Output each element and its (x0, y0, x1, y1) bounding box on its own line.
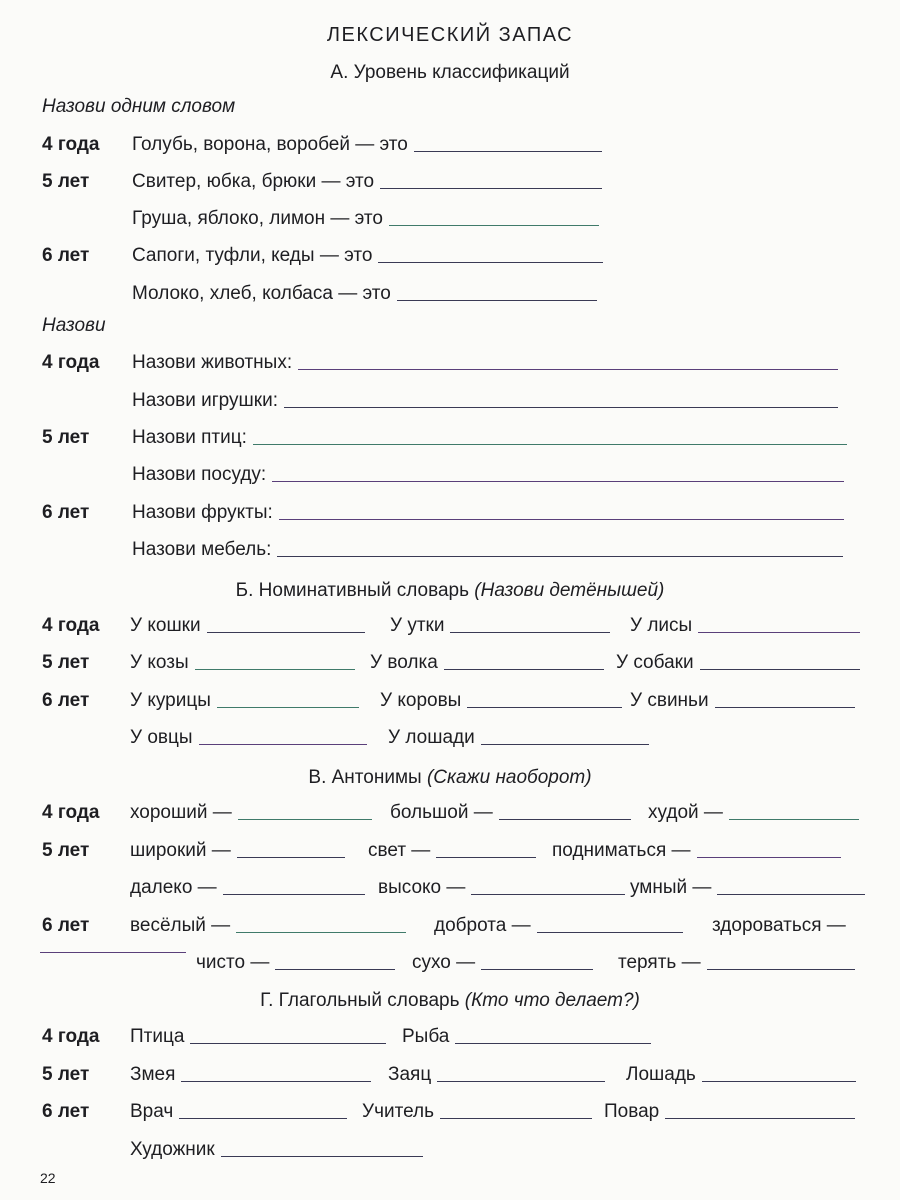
prompt-text: подниматься — (552, 840, 691, 861)
prompt-text: Врач (130, 1101, 174, 1122)
section-v-row (0, 915, 900, 945)
prompt-text: Назови мебель: (132, 539, 272, 560)
answer-line[interactable] (190, 1043, 386, 1044)
answer-line[interactable] (279, 519, 844, 520)
section-a-row (0, 208, 900, 238)
prompt-text: здороваться — (712, 915, 846, 936)
section-g-row (0, 1026, 900, 1056)
section-a-row (0, 245, 900, 275)
answer-line[interactable] (272, 481, 844, 482)
section-b-heading: Б. Номинативный словарь (Назови детёнышей) (235, 580, 665, 601)
section-g-row (0, 1101, 900, 1131)
age-label: 6 лет (42, 502, 90, 523)
answer-line[interactable] (700, 669, 860, 670)
prompt-text: Голубь, ворона, воробей — это (132, 134, 408, 155)
section-a-row (0, 171, 900, 201)
answer-line[interactable] (698, 632, 860, 633)
answer-line[interactable] (238, 819, 372, 820)
answer-line[interactable] (207, 632, 365, 633)
answer-line[interactable] (414, 151, 602, 152)
prompt-text: Змея (130, 1064, 176, 1085)
section-v-row (0, 802, 900, 832)
section-g-row (0, 1064, 900, 1094)
answer-line[interactable] (236, 932, 406, 933)
answer-line[interactable] (237, 857, 345, 858)
answer-line[interactable] (444, 669, 604, 670)
section-v-heading: В. Антонимы (Скажи наоборот) (308, 767, 592, 788)
prompt-text: У волка (370, 652, 438, 673)
answer-line[interactable] (179, 1118, 347, 1119)
section-a-row (0, 390, 900, 420)
prompt-text: У курицы (130, 690, 211, 711)
answer-line[interactable] (481, 969, 593, 970)
answer-line[interactable] (275, 969, 395, 970)
prompt-text: У кошки (130, 615, 201, 636)
age-label: 5 лет (42, 840, 90, 861)
age-label: 6 лет (42, 690, 90, 711)
age-label: 4 года (42, 615, 100, 636)
prompt-text: Молоко, хлеб, колбаса — это (132, 283, 391, 304)
prompt-text: далеко — (130, 877, 217, 898)
prompt-text: худой — (648, 802, 723, 823)
section-g-heading: Г. Глагольный словарь (Кто что делает?) (260, 990, 640, 1011)
answer-line[interactable] (467, 707, 622, 708)
prompt-text: свет — (368, 840, 431, 861)
answer-line[interactable] (440, 1118, 592, 1119)
prompt-text: широкий — (130, 840, 231, 861)
age-label: 4 года (42, 802, 100, 823)
prompt-text: У козы (130, 652, 189, 673)
section-a-row (0, 427, 900, 457)
answer-line[interactable] (223, 894, 365, 895)
prompt-text: У собаки (616, 652, 694, 673)
prompt-text: высоко — (378, 877, 466, 898)
age-label: 6 лет (42, 245, 90, 266)
prompt-text: доброта — (434, 915, 531, 936)
section-b-row (0, 690, 900, 720)
prompt-text: Назови фрукты: (132, 502, 273, 523)
answer-line[interactable] (537, 932, 683, 933)
answer-line[interactable] (481, 744, 649, 745)
age-label: 6 лет (42, 915, 90, 936)
prompt-text: Назови игрушки: (132, 390, 278, 411)
answer-line[interactable] (378, 262, 603, 263)
section-a-instruction-2: Назови (42, 315, 106, 336)
prompt-text: терять — (618, 952, 701, 973)
answer-line[interactable] (217, 707, 359, 708)
section-a-row (0, 464, 900, 494)
age-label: 5 лет (42, 171, 90, 192)
answer-line[interactable] (199, 744, 367, 745)
answer-line[interactable] (707, 969, 855, 970)
prompt-text: Свитер, юбка, брюки — это (132, 171, 375, 192)
answer-line[interactable] (298, 369, 838, 370)
prompt-text: Рыба (402, 1026, 450, 1047)
section-v-row (0, 952, 900, 982)
answer-line[interactable] (702, 1081, 856, 1082)
prompt-text: У овцы (130, 727, 193, 748)
age-label: 4 года (42, 1026, 100, 1047)
prompt-text: Птица (130, 1026, 185, 1047)
answer-line[interactable] (181, 1081, 371, 1082)
answer-line[interactable] (284, 407, 838, 408)
answer-line[interactable] (40, 952, 186, 953)
prompt-text: Заяц (388, 1064, 432, 1085)
prompt-text: У лисы (630, 615, 693, 636)
page-number: 22 (40, 1170, 56, 1186)
answer-line[interactable] (665, 1118, 855, 1119)
section-g-row (0, 1139, 900, 1169)
prompt-text: Художник (130, 1139, 215, 1160)
prompt-text: Учитель (362, 1101, 434, 1122)
answer-line[interactable] (717, 894, 865, 895)
section-a-row (0, 283, 900, 313)
prompt-text: У свиньи (630, 690, 709, 711)
age-label: 5 лет (42, 427, 90, 448)
answer-line[interactable] (450, 632, 610, 633)
prompt-text: чисто — (196, 952, 270, 973)
section-a-row (0, 134, 900, 164)
prompt-text: Груша, яблоко, лимон — это (132, 208, 383, 229)
section-b-row (0, 615, 900, 645)
prompt-text: умный — (630, 877, 712, 898)
answer-line[interactable] (437, 1081, 605, 1082)
age-label: 4 года (42, 352, 100, 373)
answer-line[interactable] (697, 857, 841, 858)
answer-line[interactable] (389, 225, 599, 226)
prompt-text: большой — (390, 802, 493, 823)
age-label: 4 года (42, 134, 100, 155)
prompt-text: Назови животных: (132, 352, 293, 373)
prompt-text: Назови птиц: (132, 427, 247, 448)
prompt-text: хороший — (130, 802, 232, 823)
age-label: 6 лет (42, 1101, 90, 1122)
answer-line[interactable] (499, 819, 631, 820)
prompt-text: У лошади (388, 727, 475, 748)
section-a-row (0, 539, 900, 569)
section-b-row (0, 652, 900, 682)
answer-line[interactable] (729, 819, 859, 820)
section-v-row (0, 840, 900, 870)
answer-line[interactable] (221, 1156, 423, 1157)
prompt-text: Повар (604, 1101, 660, 1122)
prompt-text: У утки (390, 615, 445, 636)
page-title: ЛЕКСИЧЕСКИЙ ЗАПАС (326, 24, 574, 46)
answer-line[interactable] (253, 444, 847, 445)
section-b-row (0, 727, 900, 757)
prompt-text: сухо — (412, 952, 476, 973)
prompt-text: весёлый — (130, 915, 231, 936)
age-label: 5 лет (42, 652, 90, 673)
section-a-row (0, 502, 900, 532)
answer-line[interactable] (455, 1043, 651, 1044)
section-a-row (0, 352, 900, 382)
answer-line[interactable] (195, 669, 355, 670)
answer-line[interactable] (397, 300, 597, 301)
prompt-text: Сапоги, туфли, кеды — это (132, 245, 373, 266)
prompt-text: Назови посуду: (132, 464, 267, 485)
prompt-text: Лошадь (626, 1064, 696, 1085)
age-label: 5 лет (42, 1064, 90, 1085)
answer-line[interactable] (380, 188, 602, 189)
answer-line[interactable] (715, 707, 855, 708)
section-v-row (0, 877, 900, 907)
section-a-heading: А. Уровень классификаций (330, 62, 570, 83)
answer-line[interactable] (277, 556, 843, 557)
answer-line[interactable] (436, 857, 536, 858)
section-a-instruction-1: Назови одним словом (42, 96, 236, 117)
prompt-text: У коровы (380, 690, 462, 711)
answer-line[interactable] (471, 894, 625, 895)
